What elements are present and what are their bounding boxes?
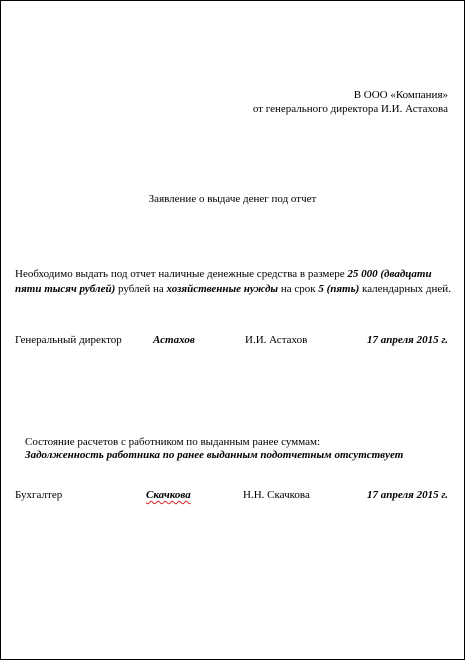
director-position: Генеральный директор xyxy=(15,334,122,346)
term: 5 (пять) xyxy=(318,283,360,295)
accountant-date: 17 апреля 2015 г. xyxy=(367,489,448,501)
settlement-status: Задолженность работника по ранее выданным подотчетным отсутствует xyxy=(25,449,404,461)
accountant-position: Бухгалтер xyxy=(15,489,63,501)
amount: 25 000 (двадцати пяти тысяч рублей) xyxy=(15,268,432,295)
body-text-1: Необходимо выдать под отчет наличные денежные средства в размере xyxy=(15,268,348,280)
document-title: Заявление о выдаче денег под отчет xyxy=(148,193,317,205)
settlement-label: Состояние расчетов с работником по выданным ранее суммам: xyxy=(25,436,321,448)
accountant-signature: Скачкова xyxy=(146,489,191,501)
body-text-3: на срок xyxy=(278,283,319,295)
addressee: В ООО «Компания» xyxy=(353,89,448,101)
sender-line: от генерального директора И.И. Астахова xyxy=(252,103,448,115)
purpose: хозяйственные нужды xyxy=(166,283,279,295)
body-text-2: рублей на xyxy=(115,283,167,295)
accountant-name: Н.Н. Скачкова xyxy=(243,489,310,501)
body-text-4: календарных дней. xyxy=(359,283,451,295)
director-name: И.И. Астахов xyxy=(245,334,308,346)
director-date: 17 апреля 2015 г. xyxy=(367,334,448,346)
request-paragraph xyxy=(15,267,451,297)
director-signature: Астахов xyxy=(153,334,195,346)
